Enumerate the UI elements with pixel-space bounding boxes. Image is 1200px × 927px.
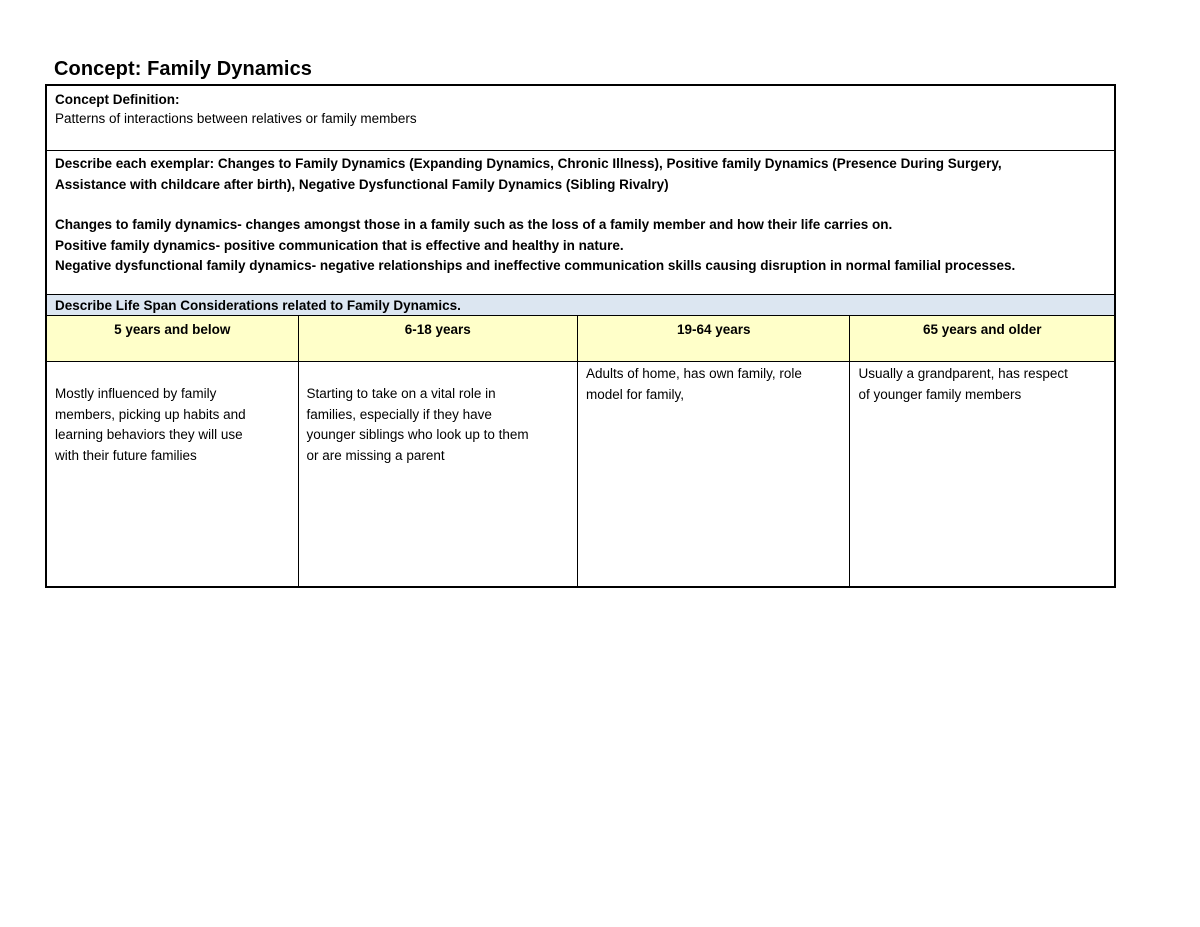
cell-line: Mostly influenced by family	[55, 386, 217, 401]
exemplar-prompt-line2: Assistance with childcare after birth), Negative Dysfunctional Family Dynamics (Sibling Rivalry)	[55, 176, 669, 192]
cell-line: members, picking up habits and	[55, 406, 246, 422]
lifespan-body-row	[47, 362, 1114, 586]
header-cell: 6-18 years	[299, 316, 578, 361]
page-title: Concept: Family Dynamics	[54, 58, 313, 80]
cell-line: families, especially if they have	[306, 406, 492, 422]
exemplar-item: Changes to family dynamics- changes amongst those in a family such as the loss of a family member and how their life carries on.	[55, 217, 893, 232]
exemplar-item: Positive family dynamics- positive communication that is effective and healthy in nature.	[55, 237, 624, 253]
cell-line: model for family,	[586, 386, 685, 402]
definition-text: Patterns of interactions between relatives or family members	[55, 111, 417, 126]
exemplar-item: Negative dysfunctional family dynamics- negative relationships and ineffective communication skills causing disruption in normal familial processes.	[55, 258, 1016, 273]
lifespan-cell	[850, 362, 1114, 586]
lifespan-label: Describe Life Span Considerations related to Family Dynamics.	[47, 295, 1114, 316]
cell-line: Starting to take on a vital role in	[306, 386, 496, 401]
header-cell: 5 years and below	[47, 316, 299, 361]
cell-line: of younger family members	[858, 386, 1022, 402]
lifespan-cell	[299, 362, 578, 586]
cell-line: Usually a grandparent, has respect	[858, 366, 1068, 381]
cell-line: with their future families	[55, 447, 197, 463]
cell-line: Adults of home, has own family, role	[586, 366, 802, 381]
exemplar-prompt-line1: Describe each exemplar: Changes to Family Dynamics (Expanding Dynamics, Chronic Illness), Positive family Dynamics (Presence During Surgery,	[55, 156, 1002, 171]
concept-sheet	[45, 84, 1116, 588]
exemplar-section	[47, 151, 1114, 295]
cell-line: learning behaviors they will use	[55, 427, 243, 442]
lifespan-cell	[578, 362, 850, 586]
lifespan-cell	[47, 362, 299, 586]
cell-line: or are missing a parent	[306, 447, 445, 463]
definition-section	[47, 86, 1114, 151]
definition-label: Concept Definition:	[55, 92, 180, 107]
lifespan-header-row	[47, 316, 1114, 362]
header-cell: 19-64 years	[578, 316, 850, 361]
header-cell: 65 years and older	[922, 322, 1042, 337]
cell-line: younger siblings who look up to them	[306, 427, 529, 442]
